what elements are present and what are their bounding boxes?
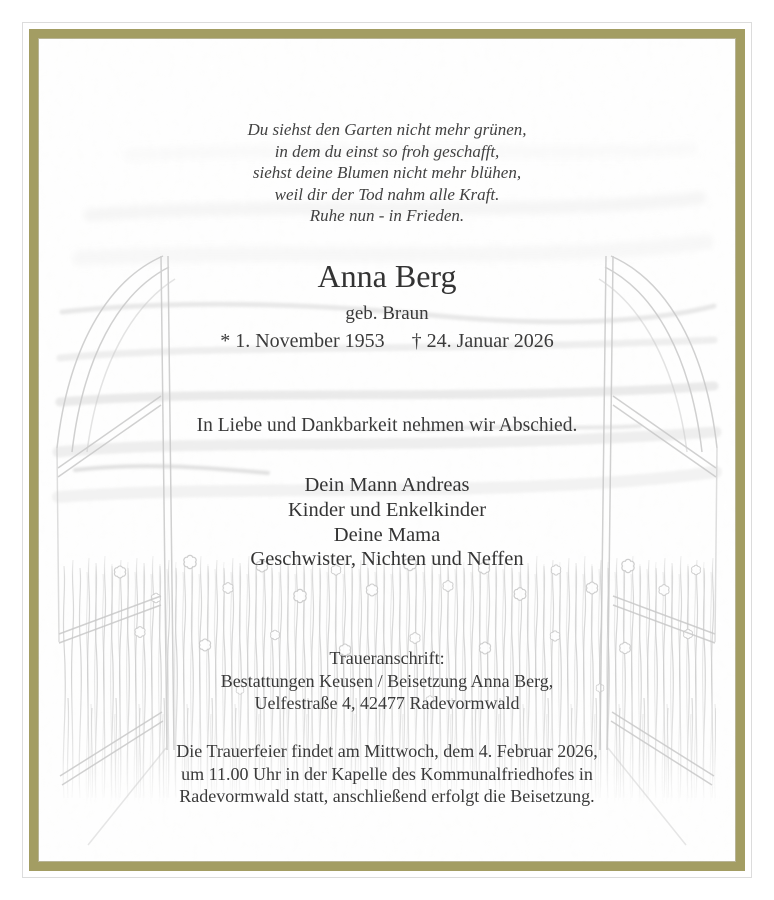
address-line: Bestattungen Keusen / Beisetzung Anna Berg, (220, 670, 554, 691)
mourners-list (0, 473, 774, 572)
ceremony-info (0, 740, 774, 808)
poem-line: siehst deine Blumen nicht mehr blühen, (252, 163, 522, 183)
ceremony-line: Radevormwald statt, anschließend erfolgt die Beisetzung. (179, 786, 595, 806)
poem-line: in dem du einst so froh geschafft, (274, 141, 500, 161)
farewell-line: In Liebe und Dankbarkeit nehmen wir Abschied. (196, 415, 578, 436)
life-dates (0, 330, 774, 353)
death-date: † 24. Januar 2026 (411, 330, 554, 352)
birth-date: * 1. November 1953 (220, 330, 385, 352)
ceremony-line: Die Trauerfeier findet am Mittwoch, dem 4. Februar 2026, (176, 741, 598, 761)
poem-line: Du siehst den Garten nicht mehr grünen, (247, 120, 527, 139)
poem-line: weil dir der Tod nahm alle Kraft. (274, 184, 500, 204)
ceremony-line: um 11.00 Uhr in der Kapelle des Kommunalfriedhofes in (181, 763, 593, 784)
maiden-name: geb. Braun (345, 303, 429, 324)
address-label: Traueranschrift: (329, 648, 445, 668)
mourner-line: Deine Mama (333, 523, 441, 546)
mourner-line: Geschwister, Nichten und Neffen (250, 548, 524, 571)
poem-line: Ruhe nun - in Frieden. (309, 206, 465, 226)
mourner-line: Dein Mann Andreas (304, 474, 470, 496)
mourner-line: Kinder und Enkelkinder (287, 498, 487, 521)
mourning-address (0, 647, 774, 715)
deceased-name: Anna Berg (317, 258, 457, 294)
address-line: Uelfestraße 4, 42477 Radevormwald (254, 693, 520, 713)
memorial-poem (0, 119, 774, 227)
